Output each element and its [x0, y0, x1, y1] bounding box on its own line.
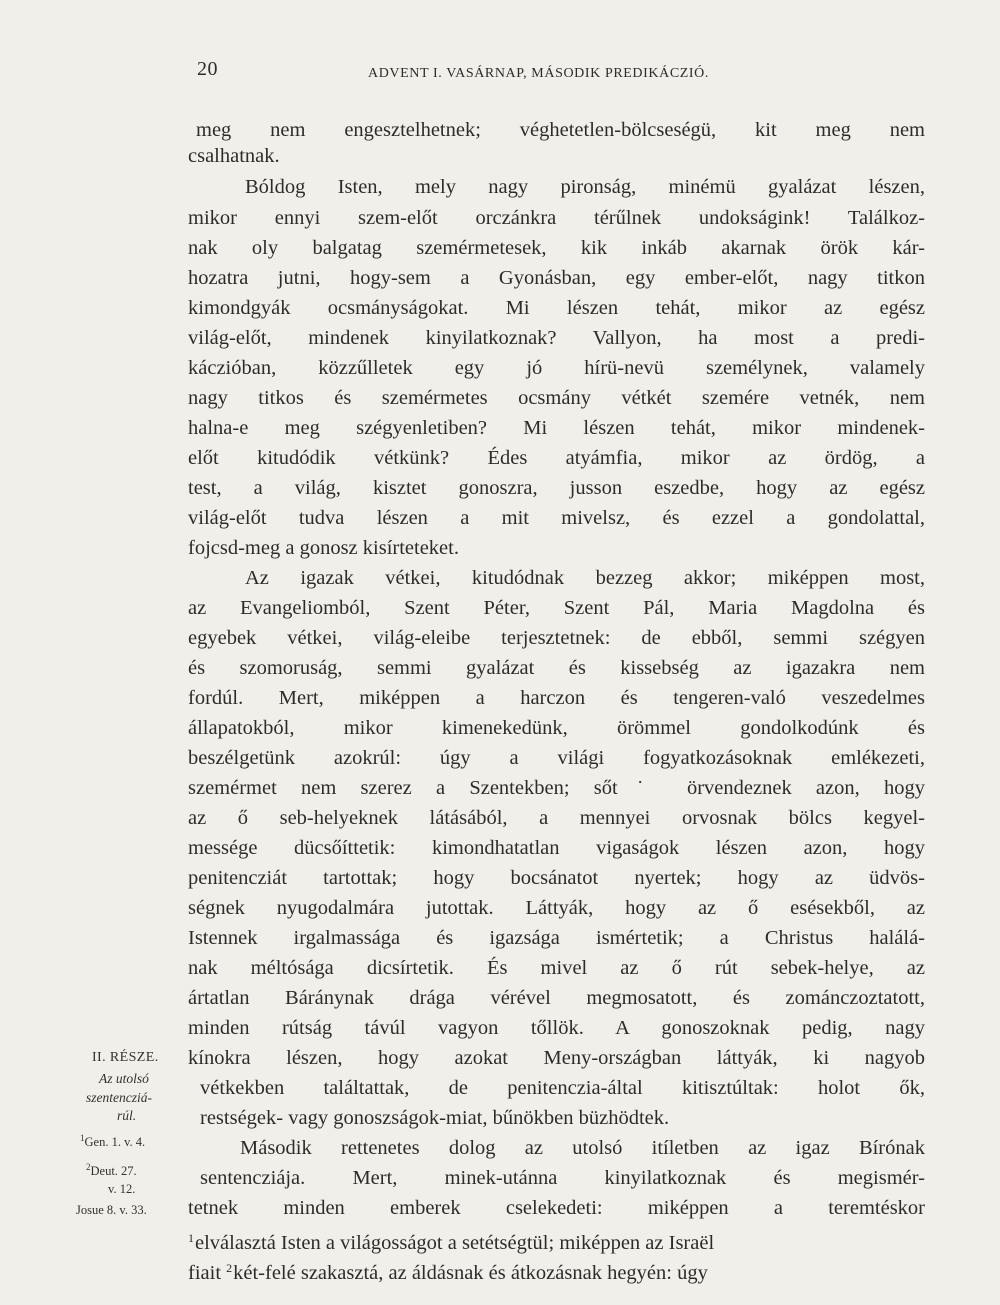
text-line: minden rútság távúl vagyon tőllök. A gonoszoknak pedig, nagy — [188, 1017, 925, 1039]
text-line: restségek- vagy gonoszságok-miat, bűnökben büzhödtek. — [200, 1107, 670, 1129]
margin-reference: v. 12. — [108, 1182, 136, 1196]
text-line: elválasztá Isten a világosságot a setétségtül; miképpen az Israël — [195, 1232, 715, 1254]
text-line: két-felé szakasztá, az áldásnak és átkozásnak hegyén: úgy — [233, 1262, 708, 1284]
text-line: csalhatnak. — [188, 145, 280, 167]
text-line: ségnek nyugodalmára jutottak. Láttyák, hogy az ő esésekből, az — [188, 897, 925, 919]
text-line: és szomoruság, semmi gyalázat és kissebség az igazakra nem — [188, 657, 925, 679]
text-line: szemérmet nem szerez a Szentekben; sőt˙ örvendeznek azon, hogy — [188, 777, 925, 799]
margin-topic: szentencziá- — [86, 1090, 152, 1105]
text-line: nak oly balgatag szemérmetesek, kik inkáb akarnak örök kár- — [188, 237, 925, 259]
text-line: kimondgyák ocsmányságokat. Mi lészen tehát, mikor az egész — [188, 297, 925, 319]
text-line: beszélgetünk azokrúl: úgy a világi fogyatkozásoknak emlékezeti, — [188, 747, 925, 769]
margin-topic: rúl. — [117, 1108, 137, 1123]
margin-topic: Az utolsó — [99, 1071, 149, 1086]
text-line: állapatokból, mikor kimenekedünk, örömmel gondolkodúnk és — [188, 717, 925, 739]
text-line: Bóldog Isten, mely nagy pironság, minémü gyalázat lészen, — [245, 176, 925, 198]
margin-section-heading: II. RÉSZE. — [92, 1050, 159, 1065]
text-line: ártatlan Báránynak drága vérével megmosatott, és zománczoztatott, — [188, 987, 925, 1009]
text-line: messége dücsőíttetik: kimondhatatlan vigaságok lészen azon, hogy — [188, 837, 925, 859]
text-line: mikor ennyi szem-előt orczánkra térűlnek undokságink! Találkoz- — [188, 207, 925, 229]
text-line: hozatra jutni, hogy-sem a Gyonásban, egy ember-előt, nagy titkon — [188, 267, 925, 289]
text-line: nagy titkos és szemérmetes ocsmány vétkét szemére vetnék, nem — [188, 387, 925, 409]
text-line-with-note — [188, 1253, 925, 1283]
text-line: fiait — [188, 1262, 222, 1284]
text-line: test, a világ, kisztet gonoszra, jusson eszedbe, hogy az egész — [188, 477, 925, 499]
running-header: ADVENT I. VASÁRNAP, MÁSODIK PREDIKÁCZIÓ. — [368, 66, 709, 81]
text-line: fordúl. Mert, miképpen a harczon és tengeren-való veszedelmes — [188, 687, 925, 709]
text-line: egyebek vétkei, világ-eleibe terjesztetnek: de ebből, semmi szégyen — [188, 627, 925, 649]
text-line: tetnek minden emberek cselekedeti: miképpen a teremtéskor — [188, 1197, 925, 1219]
text-line: meg nem engesztelhetnek; véghetetlen-bölcseségü, kit meg nem — [196, 119, 925, 141]
text-line: vétkekben találtattak, de penitenczia-által kitisztúltak: holot ők, — [200, 1077, 925, 1099]
margin-reference: $^2$Deut. 27. — [86, 1162, 137, 1178]
margin-reference: Josue 8. v. 33. — [76, 1203, 147, 1217]
text-line: káczióban, közzűlletek egy jó hírü-nevü személynek, valamely — [188, 357, 925, 379]
text-line: az ő seb-helyeknek látásából, a mennyei orvosnak bölcs kegyel- — [188, 807, 925, 829]
page-number: 20 — [197, 58, 218, 80]
margin-ref-marker: 2 — [86, 1162, 91, 1172]
text-line: kínokra lészen, hogy azokat Meny-országban láttyák, ki nagyob — [188, 1047, 925, 1069]
text-line: az Evangeliomból, Szent Péter, Szent Pál, Maria Magdolna és — [188, 597, 925, 619]
text-line: világ-előt, mindenek kinyilatkoznak? Vallyon, ha most a predi- — [188, 327, 925, 349]
text-line: fojcsd-meg a gonosz kisírteteket. — [188, 537, 459, 559]
margin-reference: $^1$Gen. 1. v. 4. — [80, 1133, 146, 1149]
text-line: halna-e meg szégyenletiben? Mi lészen tehát, mikor mindenek- — [188, 417, 925, 439]
text-line: Istennek irgalmassága és igazsága ismértetik; a Christus halálá- — [188, 927, 925, 949]
text-line: sentencziája. Mert, minek-utánna kinyilatkoznak és megismér- — [200, 1167, 925, 1189]
text-line: Az igazak vétkei, kitudódnak bezzeg akkor; miképpen most, — [245, 567, 925, 589]
text-line-with-note — [188, 1223, 925, 1253]
footnote-marker: 1 — [188, 1231, 194, 1245]
text-line: előt kitudódik vétkünk? Édes atyámfia, mikor az ördög, a — [188, 447, 925, 469]
margin-ref-marker: 1 — [80, 1133, 85, 1143]
text-line: nak méltósága dicsírtetik. És mivel az ő rút sebek-helye, az — [188, 957, 925, 979]
text-line: Második rettenetes dolog az utolsó itíletben az igaz Bírónak — [240, 1137, 925, 1159]
footnote-marker: 2 — [226, 1261, 233, 1275]
text-line: penitencziát tartottak; hogy bocsánatot nyertek; hogy az üdvös- — [188, 867, 925, 889]
text-line: világ-előt tudva lészen a mit mivelsz, és ezzel a gondolattal, — [188, 507, 925, 529]
